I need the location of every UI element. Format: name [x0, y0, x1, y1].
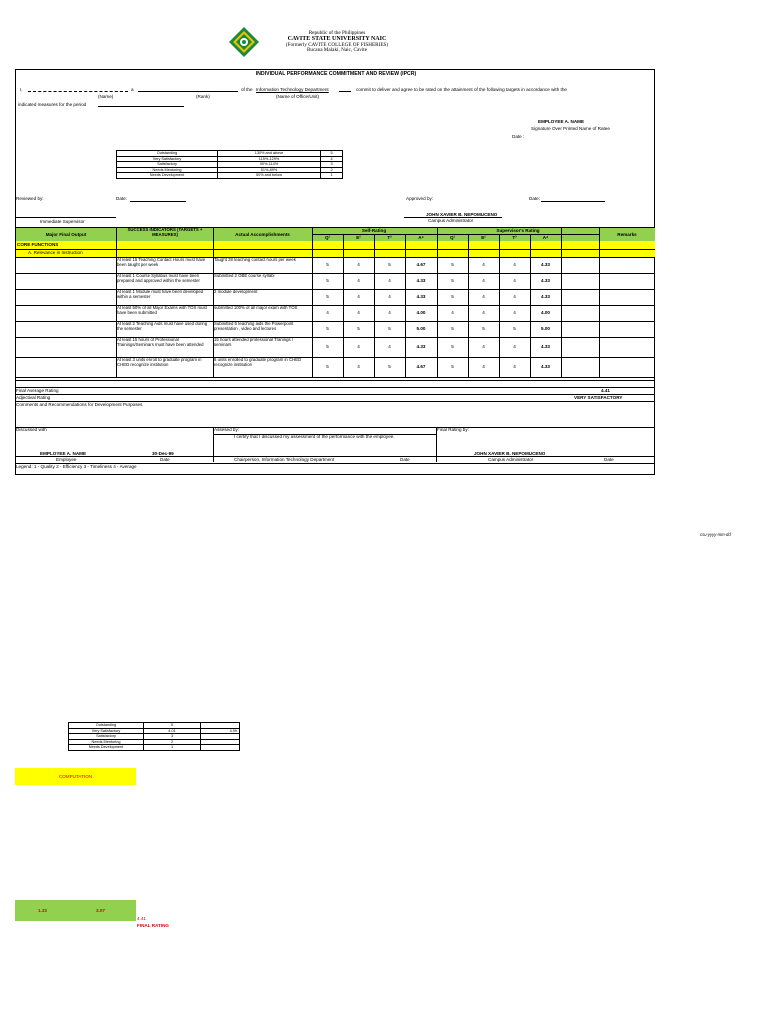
- intro-of: of the: [241, 87, 253, 92]
- comp-value: 2: [144, 739, 201, 745]
- success-indicator: At least 1 Module must have been developed within a semester: [117, 289, 203, 299]
- supervisor-rating-cell: 4: [513, 364, 516, 369]
- supervisor-rating-cell: 4: [482, 278, 485, 283]
- self-rating-cell: 5: [388, 364, 391, 369]
- self-rating-cell: 4: [326, 310, 329, 315]
- self-rating-cell: 4: [388, 294, 391, 299]
- university-seal-icon: [228, 26, 260, 58]
- actual-accomplishment: Submitted 5 teaching aids the Powerpoint presentation , video and lectures: [214, 321, 294, 331]
- self-rating-cell: 4: [357, 344, 360, 349]
- supervisor-rating-cell: 5: [451, 326, 454, 331]
- employee-date: 30-Dec-99: [152, 451, 174, 456]
- comp-label: Satisfactory: [69, 734, 144, 740]
- success-indicator: At least 3 units enroll to graduate program in CHED recognize institution: [117, 357, 202, 367]
- final-average-label: Final Average Rating: [16, 388, 59, 393]
- comp-value: 4.01: [144, 728, 201, 734]
- rating-scale-table: [116, 150, 343, 179]
- supervisor-rating-cell: 4: [482, 364, 485, 369]
- supervisor-rating-cell: 5.00: [541, 326, 550, 331]
- table-row: [16, 273, 655, 289]
- computation-scale-row: [69, 745, 240, 751]
- form-title: INDIVIDUAL PERFORMANCE COMMITMENT AND REVIEW (IPCR): [255, 71, 417, 77]
- section-core-functions: CORE FUNCTIONS: [17, 242, 59, 247]
- self-rating-cell: 4: [388, 278, 391, 283]
- computation-val1: 1.33: [38, 908, 47, 913]
- self-rating-cell: 5: [388, 262, 391, 267]
- group-supervisor-rating: Supervisor's Rating: [496, 228, 540, 233]
- self-rating-cell: 4: [357, 310, 360, 315]
- self-rating-cell: 5: [326, 364, 329, 369]
- scale-range: 50% and below: [218, 173, 321, 179]
- self-rating-cell: 4.33: [416, 344, 426, 349]
- final-rating-value: 4.41: [137, 916, 146, 921]
- republic-text: Republic of the Philippines: [308, 30, 366, 36]
- self-rating-cell: 4: [357, 262, 360, 267]
- actual-accomplishment: 2 module development: [214, 289, 258, 294]
- table-row: [16, 321, 655, 337]
- self-rating-cell: 4.67: [416, 364, 426, 369]
- formerly-text: (Formerly CAVITE COLLEGE OF FISHERIES): [285, 41, 389, 48]
- reviewed-by-label: Reviewed by:: [16, 196, 44, 201]
- actual-accomplishment: Submitted 2 OBE course syllabi: [214, 273, 275, 278]
- self-rating-cell: 5: [357, 326, 360, 331]
- intro-commit: commit to deliver and agree to be rated on the attainment of the following targets in accordance with the: [356, 87, 567, 92]
- comp-value: 5: [144, 723, 201, 729]
- self-rating-cell: 4.33: [416, 294, 426, 299]
- self-rating-cell: 4.67: [416, 262, 426, 267]
- col-major-final-output: Major Final Output: [45, 232, 87, 237]
- adjectival-label: Adjectival Rating: [16, 395, 51, 400]
- supervisor-rating-cell: 5: [482, 326, 485, 331]
- success-indicator: At least 2 Teaching Aids must have used during the semester: [117, 321, 208, 331]
- label-rank: (Rank): [196, 94, 210, 99]
- chair-caption: Chairperson, Information Technology Department: [234, 457, 335, 462]
- supervisor-rating-cell: 4.33: [541, 278, 550, 283]
- comp-label: Very Satisfactory: [69, 728, 144, 734]
- comp-label: Needs Development: [69, 745, 144, 751]
- supervisor-rating-cell: 4: [451, 310, 454, 315]
- comp-label: Needs Mentoring: [69, 739, 144, 745]
- rating-subcol: T³: [387, 235, 392, 240]
- comments-label: Comments and Recommendations for Development Purposes: [16, 402, 143, 407]
- approved-by-label: Approved by:: [406, 196, 434, 201]
- supervisor-rating-cell: 4: [513, 344, 516, 349]
- supervisor-caption: Immediate Supervisor: [40, 219, 85, 224]
- department-field[interactable]: Information Technology Department: [256, 87, 329, 92]
- self-rating-cell: 4: [357, 364, 360, 369]
- supervisor-rating-cell: 4: [482, 344, 485, 349]
- admin-caption: Campus Administrator: [488, 457, 534, 462]
- computation-values-box: [15, 900, 136, 921]
- scale-score: 1: [321, 173, 343, 179]
- supervisor-rating-cell: 5: [451, 294, 454, 299]
- table-row: [16, 337, 655, 357]
- approver-name: JOHN XAVIER B. NEPOMUCENO: [426, 212, 498, 217]
- table-row: [16, 357, 655, 377]
- ratee-caption: Signature Over Printed Name of Ratee: [531, 126, 610, 131]
- computation-label: COMPUTATION: [58, 774, 93, 779]
- scale-score: 5: [321, 151, 343, 157]
- self-rating-cell: 4: [388, 344, 391, 349]
- supervisor-rating-cell: 4: [513, 262, 516, 267]
- table-row: [16, 289, 655, 305]
- approve-date-label: Date:: [529, 196, 540, 201]
- supervisor-rating-cell: 5: [513, 326, 516, 331]
- scale-range: 115%-129%: [218, 156, 321, 162]
- admin-name: JOHN XAVIER B. NEPOMUCENO: [474, 451, 546, 456]
- supervisor-rating-cell: 4: [513, 278, 516, 283]
- scale-score: 2: [321, 167, 343, 173]
- self-rating-cell: 4: [388, 310, 391, 315]
- rating-subcol: Q¹: [324, 235, 331, 240]
- self-rating-cell: 5: [326, 262, 329, 267]
- table-row: [16, 305, 655, 321]
- scale-label: Needs Development: [117, 173, 218, 179]
- col-success-indicators: SUCCESS INDICATORS (TARGETS + MEASURES): [127, 227, 203, 237]
- scale-label: Very Satisfactory: [117, 156, 218, 162]
- supervisor-rating-cell: 4: [482, 262, 485, 267]
- comp-label: Outstanding: [69, 723, 144, 729]
- employee-caption: Employee: [56, 457, 77, 462]
- actual-accomplishment: 6 units enrolled to graduate program in CHED recognize institution: [214, 357, 302, 367]
- self-rating-cell: 5: [326, 294, 329, 299]
- supervisor-rating-cell: 4: [482, 310, 485, 315]
- address-text: Bucana Malaki, Naic, Cavite: [306, 47, 368, 54]
- rating-scale-row: [117, 173, 343, 179]
- label-name: (Name): [98, 94, 114, 99]
- comp-value: 3: [144, 734, 201, 740]
- supervisor-rating-cell: 4: [482, 294, 485, 299]
- supervisor-rating-cell: 5: [451, 364, 454, 369]
- supervisor-rating-cell: 4: [513, 310, 516, 315]
- intro-i: I,: [20, 87, 23, 92]
- group-self-rating: Self-Rating: [361, 228, 387, 233]
- table-row: [16, 257, 655, 273]
- self-rating-cell: 4: [357, 278, 360, 283]
- scale-label: Satisfactory: [117, 162, 218, 168]
- final-average-value: 4.41: [601, 388, 610, 393]
- final-rating-by-label: Final Rating by:: [437, 427, 469, 432]
- self-rating-cell: 5: [326, 278, 329, 283]
- admin-date-caption: Date: [604, 457, 614, 462]
- supervisor-rating-cell: 4.33: [541, 262, 550, 267]
- adjectival-value: VERY SATISFACTORY: [574, 395, 623, 400]
- computation-scale-table: [68, 722, 240, 751]
- scale-score: 3: [321, 162, 343, 168]
- intro-a: a: [131, 87, 134, 92]
- comp-extra: [201, 745, 240, 751]
- scale-range: 51%-89%: [218, 167, 321, 173]
- period-text: indicated measures for the period: [18, 102, 87, 107]
- approver-title: Campus Administrator: [428, 218, 474, 223]
- university-header: [262, 31, 412, 54]
- self-rating-cell: 4: [357, 294, 360, 299]
- rating-subcol: A⁴: [542, 235, 549, 240]
- employee-name: EMPLOYEE A. NAME: [40, 451, 87, 456]
- computation-val2: 3.07: [96, 908, 105, 913]
- comp-value: 1: [144, 745, 201, 751]
- scale-range: 90%-114%: [218, 162, 321, 168]
- rating-subcol: T³: [512, 235, 517, 240]
- label-office: (Name of Office/Unit): [276, 94, 320, 99]
- supervisor-rating-cell: 4.33: [541, 364, 550, 369]
- supervisor-rating-cell: 4.33: [541, 294, 550, 299]
- legend-text: Legend: 1 - Quality 2 - Efficiency 3 - Timeliness 4 - Average: [16, 464, 137, 469]
- footer-code: csu-yyyy-mm-dd: [700, 532, 731, 537]
- success-indicator: At least 15 hours of Professional Trainings/Seminars must have been attended: [117, 337, 204, 347]
- comp-extra: 4.99: [201, 728, 240, 734]
- self-rating-cell: 4.00: [416, 310, 426, 315]
- certify-text: I certify that I discussed my assessment of the performance with the employee.: [234, 434, 395, 439]
- ratee-name: EMPLOYEE A. NAME: [538, 119, 585, 124]
- scale-score: 4: [321, 156, 343, 162]
- self-rating-cell: 5: [326, 344, 329, 349]
- university-name: CAVITE STATE UNIVERSITY NAIC: [287, 35, 387, 42]
- supervisor-rating-cell: 5: [451, 262, 454, 267]
- success-indicator: At least 15 Teaching Contact Hours must have been taught per week: [117, 257, 206, 267]
- rating-subcol: E²: [481, 235, 486, 240]
- rating-subcol: E²: [356, 235, 361, 240]
- scale-range: 130% and above: [218, 151, 321, 157]
- actual-accomplishment: Taught 28 teaching contact hours per week: [214, 257, 296, 262]
- rating-subcol: A⁴: [418, 235, 424, 240]
- col-remarks: Remarks: [617, 232, 637, 237]
- self-rating-cell: 5.00: [416, 326, 426, 331]
- ipcr-form: [15, 69, 655, 475]
- success-indicator: At least 50% of all Major Exams with TOS must have been submitted: [117, 305, 207, 315]
- supervisor-rating-cell: 4: [513, 294, 516, 299]
- discussed-with-label: Discussed with: [16, 427, 47, 432]
- chair-date-caption: Date: [400, 457, 410, 462]
- review-date-label: Date:: [116, 196, 127, 201]
- supervisor-rating-cell: 5: [451, 344, 454, 349]
- supervisor-rating-cell: 5: [451, 278, 454, 283]
- scale-label: Outstanding: [117, 151, 218, 157]
- actual-accomplishment: 15 hours attended professional Tranings / seminars: [214, 337, 294, 347]
- assessed-by-label: Assesed by:: [214, 427, 240, 432]
- col-actual-accomplishments: Actual Accomplishments: [235, 232, 290, 237]
- success-indicator: At least 1 Course Syllabus must have been prepared and approved within the semester: [117, 273, 200, 283]
- subsection-relevance: A. Relevance in Instruction: [28, 250, 83, 255]
- employee-date-caption: Date: [160, 457, 170, 462]
- ratee-date-label: Date :: [512, 134, 525, 139]
- self-rating-cell: 5: [388, 326, 391, 331]
- scale-label: Needs Mentoring: [117, 167, 218, 173]
- supervisor-rating-cell: 4.33: [541, 344, 550, 349]
- rating-subcol: Q¹: [449, 235, 456, 240]
- supervisor-rating-cell: 4.00: [541, 310, 550, 315]
- final-rating-label: FINAL RATING: [137, 923, 169, 928]
- self-rating-cell: 5: [326, 326, 329, 331]
- self-rating-cell: 4.33: [416, 278, 426, 283]
- actual-accomplishment: submitted 100% of all major exam with TOS: [214, 305, 298, 310]
